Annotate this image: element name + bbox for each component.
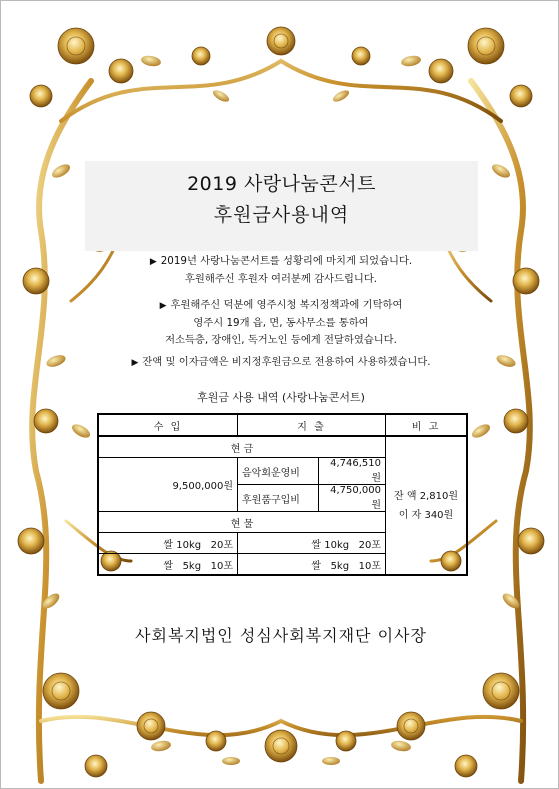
table-caption: 후원금 사용 내역 (사랑나눔콘서트) bbox=[197, 391, 365, 404]
expense-amount: 4,750,000원 bbox=[319, 485, 386, 512]
paragraph-line: ▶ 잔액 및 이자금액은 비지정후원금으로 전용하여 사용하겠습니다. bbox=[131, 356, 431, 368]
goods-expense: 쌀 5kg 10포 bbox=[238, 554, 386, 576]
note-interest: 이 자 340원 bbox=[398, 509, 454, 521]
foundation-signature: 사회복지법인 성심사회복지재단 이사장 bbox=[135, 626, 427, 645]
table-row bbox=[98, 436, 467, 458]
paragraph-line: ▶ 후원해주신 덕분에 영주시청 복지정책과에 기탁하여 bbox=[159, 299, 403, 311]
triangle-bullet-icon: ▶ bbox=[131, 358, 139, 368]
header-expense: 지 출 bbox=[238, 414, 386, 436]
paragraph-balance bbox=[81, 354, 481, 372]
income-cash-amount: 9,500,000원 bbox=[98, 458, 238, 512]
donation-table bbox=[97, 413, 468, 576]
header-note: 비 고 bbox=[386, 414, 468, 436]
goods-income: 쌀 5kg 10포 bbox=[98, 554, 238, 576]
expense-item: 후원품구입비 bbox=[238, 485, 319, 512]
triangle-bullet-icon: ▶ bbox=[159, 301, 167, 311]
expense-amount: 4,746,510원 bbox=[319, 458, 386, 485]
paragraph-line: 후원해주신 후원자 여러분께 감사드립니다. bbox=[184, 273, 378, 285]
goods-expense: 쌀 10kg 20포 bbox=[238, 533, 386, 554]
expense-item: 음악회운영비 bbox=[238, 458, 319, 485]
page-title: 2019 사랑나눔콘서트 bbox=[187, 173, 376, 195]
title-box bbox=[85, 161, 478, 251]
table-header-row bbox=[98, 414, 467, 436]
paragraph-line: 저소득층, 장애인, 독거노인 등에게 전달하였습니다. bbox=[165, 334, 397, 346]
goods-section-label: 현 물 bbox=[98, 512, 386, 533]
page-subtitle: 후원금사용내역 bbox=[213, 204, 350, 226]
goods-income: 쌀 10kg 20포 bbox=[98, 533, 238, 554]
triangle-bullet-icon: ▶ bbox=[149, 257, 157, 267]
paragraph-donation bbox=[81, 297, 481, 349]
note-cell bbox=[386, 436, 468, 575]
paragraph-line: 영주시 19개 읍, 면, 동사무소를 통하여 bbox=[193, 317, 369, 329]
paragraph-line: ▶ 2019년 사랑나눔콘서트를 성황리에 마치게 되었습니다. bbox=[149, 255, 413, 267]
header-income: 수 입 bbox=[98, 414, 238, 436]
cash-section-label: 현 금 bbox=[98, 436, 386, 458]
note-balance: 잔 액 2,810원 bbox=[394, 490, 458, 502]
paragraph-thanks bbox=[81, 253, 481, 288]
